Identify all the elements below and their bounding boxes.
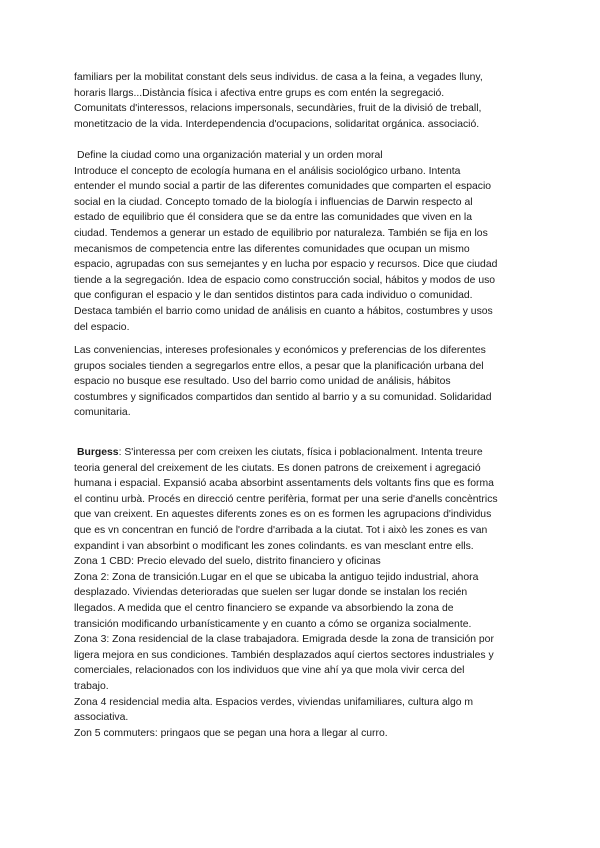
paragraph-human-ecology [74, 148, 534, 335]
text-line: Zona 2: Zona de transición.Lugar en el que se ubicaba la antiguo tejido industrial, ahora [74, 571, 479, 583]
text-line: Zon 5 commuters: pringaos que se pegan una hora a llegar al curro. [74, 727, 388, 739]
text-line: humana i espacial. Expansió acaba absorbint assentaments dels voltants fins que es forma [74, 478, 494, 490]
text-line: trabajo. [74, 680, 109, 692]
text-line: espacio, agrupadas con sus semejantes y en lucha por espacio y recursos. Dice que ciudad [74, 259, 498, 271]
text-line: estado de equilibrio que él considera que se da entre las comunidades que viven en la [74, 212, 473, 224]
text-line: comunitaria. [74, 407, 131, 419]
text-line: ciudad. Tendemos a generar un estado de equilibrio por naturaleza. También se fija en los [74, 227, 488, 239]
text-line: comerciales, relacionados con los individuos que vine ahí ya que mola vivir cerca del [74, 665, 465, 677]
text-line: el continu urbà. Procés en direcció centre perifèria, format per una serie d'anells concèntrics [74, 493, 498, 505]
paragraph-burgess [74, 445, 534, 741]
text-line: tiende a la segregación. Idea de espacio como construcción social, hábitos y modos de uso [74, 274, 496, 286]
text-line: associativa. [74, 712, 129, 724]
text-line: costumbres y significados compartidos dan sentido al barrio y a su comunidad. Solidaridad [74, 391, 492, 403]
text-line: social en la ciudad. Concepto tomado de la biología i influencias de Darwin respecto al [74, 196, 473, 208]
text-line: Zona 4 residencial media alta. Espacios verdes, viviendas unifamiliares, cultura algo m [74, 696, 474, 708]
text-line: espacio no busque ese resultado. Uso del barrio como unidad de análisis, hábitos [74, 376, 451, 388]
text-line: Las conveniencias, intereses profesionales y económicos y preferencias de los diferentes [74, 345, 486, 356]
text-line: transición modificando urbanísticamente y en cuanto a cómo se organiza socialmente. [74, 618, 472, 630]
text-line: llegados. A medida que el centro financiero se expande va absorbiendo la zona de [74, 602, 454, 614]
text-line: Zona 3: Zona residencial de la clase trabajadora. Emigrada desde la zona de transición por [74, 634, 494, 646]
paragraph-heading: Define la ciudad como una organización material y un orden moral [77, 150, 383, 161]
paragraph-segregation [74, 343, 534, 421]
text-line: Comunitats d'interessos, relacions impersonals, secundàries, fruit de la divisió de treball, [74, 103, 482, 115]
text-line: Destaca también el barrio como unidad de análisis en cuanto a hábitos, costumbres y usos [74, 305, 493, 317]
text-line: Zona 1 CBD: Precio elevado del suelo, distrito financiero y oficinas [74, 556, 381, 568]
text-line: que configuran el espacio y le dan sentidos distintos para cada individuo o comunidad. [74, 290, 473, 302]
burgess-label: Burgess [77, 447, 119, 458]
text-line: desplazado. Viviendas deterioradas que suelen ser lugar donde se instalan los recién [74, 587, 468, 599]
paragraph-city-community [74, 70, 534, 132]
text-line: que van creixent. En aquestes diferents zones es on es formen les agrupacions d'individus [74, 509, 492, 521]
text-line: horaris llargs...Distància física i afectiva entre grups es com entén la segregació. [74, 87, 445, 99]
text-line: teoria general del creixement de les ciutats. Es donen patrons de creixement i agregació [74, 462, 481, 474]
text-line: familiars per la mobilitat constant dels seus individus. de casa a la feina, a vegades lluny, [74, 72, 483, 83]
text-line: entender el mundo social a partir de las diferentes comunidades que comparten el espacio [74, 181, 492, 193]
text-line: grupos sociales tienden a segregarlos entre ellos, a pesar que la planificación urbana del [74, 360, 484, 372]
text-line: mecanismos de competencia entre las diferentes comunidades que ocupan un mismo [74, 243, 470, 255]
text-line [74, 445, 534, 461]
text-line: que es vn concentran en funció de l'ordre d'arribada a la ciutat. Tot i això les zones es van [74, 524, 488, 536]
burgess-intro: : S'interessa per com creixen les ciutats, física i poblacionalment. Intenta treure [118, 447, 483, 458]
text-line: expandint i van absorbint o modificant les zones colindants. es van mesclant entre ells. [74, 540, 474, 552]
text-line: monetitzacio de la vida. Interdependencia d'ocupacions, solidaritat orgánica. associació. [74, 118, 480, 130]
text-line: del espacio. [74, 321, 130, 333]
text-line: Introduce el concepto de ecología humana en el análisis sociológico urbano. Intenta [74, 165, 461, 177]
text-line: ligera mejora en sus condiciones. También desplazados aquí ciertos sectores industriales y [74, 649, 494, 661]
